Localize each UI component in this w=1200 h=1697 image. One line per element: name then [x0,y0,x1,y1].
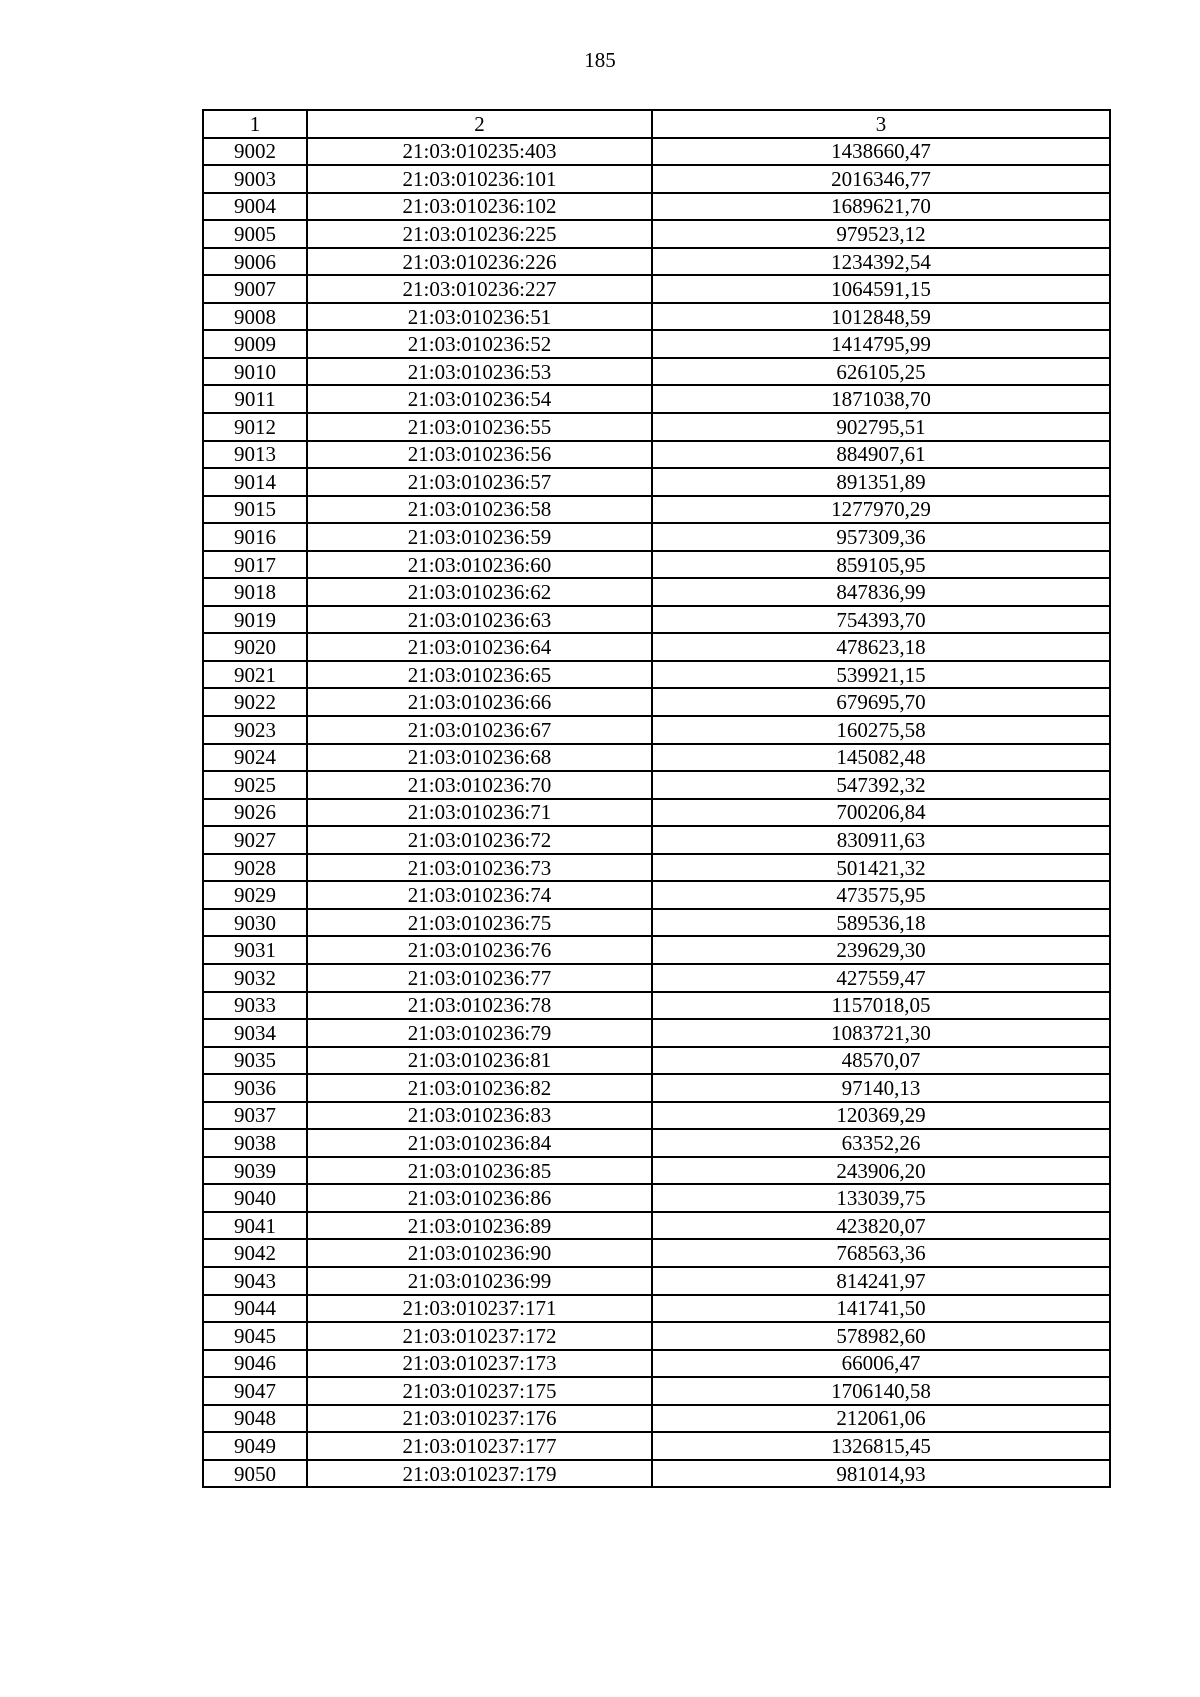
table-row [203,992,1110,1020]
value-cell: 427559,47 [652,964,1110,992]
row-number-cell: 9050 [203,1460,307,1488]
cadastral-number-cell: 21:03:010236:90 [307,1239,652,1267]
value-cell: 473575,95 [652,881,1110,909]
table-row [203,826,1110,854]
row-number-cell: 9030 [203,909,307,937]
cadastral-number-cell: 21:03:010236:82 [307,1074,652,1102]
cadastral-number-cell: 21:03:010236:86 [307,1184,652,1212]
value-cell: 141741,50 [652,1295,1110,1323]
table-row [203,138,1110,166]
row-number-cell: 9016 [203,523,307,551]
value-cell: 1083721,30 [652,1019,1110,1047]
row-number-cell: 9028 [203,854,307,882]
cadastral-number-cell: 21:03:010236:76 [307,936,652,964]
table-row [203,1239,1110,1267]
table-row [203,1184,1110,1212]
cadastral-number-cell: 21:03:010236:59 [307,523,652,551]
table-row [203,248,1110,276]
value-cell: 1326815,45 [652,1432,1110,1460]
value-cell: 239629,30 [652,936,1110,964]
value-cell: 1012848,59 [652,303,1110,331]
cadastral-number-cell: 21:03:010236:67 [307,716,652,744]
value-cell: 1157018,05 [652,992,1110,1020]
row-number-cell: 9045 [203,1322,307,1350]
cadastral-number-cell: 21:03:010236:55 [307,413,652,441]
cadastral-number-cell: 21:03:010236:57 [307,468,652,496]
cadastral-number-cell: 21:03:010236:68 [307,744,652,772]
value-cell: 1277970,29 [652,496,1110,524]
table-row [203,330,1110,358]
table-row [203,1102,1110,1130]
table-row [203,413,1110,441]
table-row [203,1432,1110,1460]
table-row [203,909,1110,937]
value-cell: 145082,48 [652,744,1110,772]
value-cell: 578982,60 [652,1322,1110,1350]
row-number-cell: 9011 [203,385,307,413]
cadastral-number-cell: 21:03:010236:58 [307,496,652,524]
row-number-cell: 9004 [203,193,307,221]
value-cell: 478623,18 [652,633,1110,661]
value-cell: 501421,32 [652,854,1110,882]
value-cell: 547392,32 [652,771,1110,799]
cadastral-number-cell: 21:03:010236:227 [307,275,652,303]
cadastral-number-cell: 21:03:010236:81 [307,1047,652,1075]
row-number-cell: 9029 [203,881,307,909]
cadastral-number-cell: 21:03:010236:75 [307,909,652,937]
cadastral-number-cell: 21:03:010236:84 [307,1129,652,1157]
value-cell: 1706140,58 [652,1377,1110,1405]
table-row [203,881,1110,909]
table-row [203,799,1110,827]
cadastral-number-cell: 21:03:010236:85 [307,1157,652,1185]
cadastral-number-cell: 21:03:010236:77 [307,964,652,992]
value-cell: 63352,26 [652,1129,1110,1157]
value-cell: 981014,93 [652,1460,1110,1488]
value-cell: 539921,15 [652,661,1110,689]
cadastral-number-cell: 21:03:010235:403 [307,138,652,166]
cadastral-number-cell: 21:03:010236:60 [307,551,652,579]
cadastral-number-cell: 21:03:010236:79 [307,1019,652,1047]
table-row [203,220,1110,248]
value-cell: 979523,12 [652,220,1110,248]
value-cell: 66006,47 [652,1350,1110,1378]
table-row [203,385,1110,413]
row-number-cell: 9007 [203,275,307,303]
row-number-cell: 9023 [203,716,307,744]
cadastral-number-cell: 21:03:010236:226 [307,248,652,276]
table-row [203,661,1110,689]
table-row [203,964,1110,992]
table-row [203,1129,1110,1157]
cadastral-number-cell: 21:03:010236:53 [307,358,652,386]
value-cell: 1064591,15 [652,275,1110,303]
row-number-cell: 9020 [203,633,307,661]
row-number-cell: 9047 [203,1377,307,1405]
value-cell: 902795,51 [652,413,1110,441]
column-header-1: 1 [203,110,307,138]
table-row [203,1019,1110,1047]
value-cell: 814241,97 [652,1267,1110,1295]
cadastral-number-cell: 21:03:010236:65 [307,661,652,689]
table-row [203,1350,1110,1378]
cadastral-number-cell: 21:03:010237:175 [307,1377,652,1405]
row-number-cell: 9015 [203,496,307,524]
table-row [203,193,1110,221]
row-number-cell: 9006 [203,248,307,276]
page-number: 185 [584,48,616,72]
value-cell: 957309,36 [652,523,1110,551]
row-number-cell: 9033 [203,992,307,1020]
value-cell: 626105,25 [652,358,1110,386]
value-cell: 1234392,54 [652,248,1110,276]
row-number-cell: 9042 [203,1239,307,1267]
cadastral-number-cell: 21:03:010237:176 [307,1405,652,1433]
cadastral-number-cell: 21:03:010236:51 [307,303,652,331]
table-row [203,165,1110,193]
row-number-cell: 9037 [203,1102,307,1130]
table-row [203,1322,1110,1350]
cadastral-number-cell: 21:03:010237:172 [307,1322,652,1350]
value-cell: 830911,63 [652,826,1110,854]
table-row [203,1295,1110,1323]
cadastral-number-cell: 21:03:010236:73 [307,854,652,882]
row-number-cell: 9010 [203,358,307,386]
column-header-3: 3 [652,110,1110,138]
table-row [203,441,1110,469]
row-number-cell: 9041 [203,1212,307,1240]
value-cell: 2016346,77 [652,165,1110,193]
table-row [203,1047,1110,1075]
row-number-cell: 9009 [203,330,307,358]
row-number-cell: 9038 [203,1129,307,1157]
table-row [203,358,1110,386]
table-row [203,1405,1110,1433]
cadastral-number-cell: 21:03:010236:64 [307,633,652,661]
row-number-cell: 9022 [203,688,307,716]
value-cell: 754393,70 [652,606,1110,634]
row-number-cell: 9031 [203,936,307,964]
value-cell: 120369,29 [652,1102,1110,1130]
value-cell: 133039,75 [652,1184,1110,1212]
value-cell: 1689621,70 [652,193,1110,221]
cadastral-number-cell: 21:03:010236:101 [307,165,652,193]
table-row [203,523,1110,551]
value-cell: 243906,20 [652,1157,1110,1185]
cadastral-number-cell: 21:03:010236:89 [307,1212,652,1240]
row-number-cell: 9044 [203,1295,307,1323]
table-row [203,496,1110,524]
row-number-cell: 9005 [203,220,307,248]
value-cell: 48570,07 [652,1047,1110,1075]
table-row [203,1377,1110,1405]
cadastral-number-cell: 21:03:010237:179 [307,1460,652,1488]
table-row [203,744,1110,772]
value-cell: 859105,95 [652,551,1110,579]
table-header [203,110,1110,138]
cadastral-number-cell: 21:03:010236:99 [307,1267,652,1295]
table-row [203,1157,1110,1185]
row-number-cell: 9027 [203,826,307,854]
row-number-cell: 9008 [203,303,307,331]
cadastral-number-cell: 21:03:010236:52 [307,330,652,358]
row-number-cell: 9003 [203,165,307,193]
table-row [203,578,1110,606]
row-number-cell: 9034 [203,1019,307,1047]
value-cell: 160275,58 [652,716,1110,744]
row-number-cell: 9046 [203,1350,307,1378]
table-row [203,771,1110,799]
cadastral-number-cell: 21:03:010236:78 [307,992,652,1020]
value-cell: 423820,07 [652,1212,1110,1240]
value-cell: 847836,99 [652,578,1110,606]
row-number-cell: 9025 [203,771,307,799]
row-number-cell: 9002 [203,138,307,166]
row-number-cell: 9049 [203,1432,307,1460]
value-cell: 679695,70 [652,688,1110,716]
table-row [203,1074,1110,1102]
row-number-cell: 9048 [203,1405,307,1433]
cadastral-number-cell: 21:03:010236:225 [307,220,652,248]
row-number-cell: 9043 [203,1267,307,1295]
column-header-2: 2 [307,110,652,138]
value-cell: 891351,89 [652,468,1110,496]
row-number-cell: 9040 [203,1184,307,1212]
cadastral-number-cell: 21:03:010236:74 [307,881,652,909]
row-number-cell: 9024 [203,744,307,772]
value-cell: 1438660,47 [652,138,1110,166]
row-number-cell: 9012 [203,413,307,441]
table-row [203,854,1110,882]
cadastral-number-cell: 21:03:010236:70 [307,771,652,799]
table-row [203,688,1110,716]
table-row [203,606,1110,634]
cadastral-number-cell: 21:03:010236:83 [307,1102,652,1130]
table-row [203,1460,1110,1488]
row-number-cell: 9018 [203,578,307,606]
value-cell: 700206,84 [652,799,1110,827]
row-number-cell: 9032 [203,964,307,992]
value-cell: 1871038,70 [652,385,1110,413]
table-row [203,1267,1110,1295]
row-number-cell: 9014 [203,468,307,496]
row-number-cell: 9026 [203,799,307,827]
row-number-cell: 9017 [203,551,307,579]
data-table [202,109,1111,1488]
value-cell: 212061,06 [652,1405,1110,1433]
table-row [203,551,1110,579]
value-cell: 884907,61 [652,441,1110,469]
row-number-cell: 9036 [203,1074,307,1102]
cadastral-number-cell: 21:03:010236:54 [307,385,652,413]
value-cell: 97140,13 [652,1074,1110,1102]
value-cell: 589536,18 [652,909,1110,937]
table-row [203,716,1110,744]
cadastral-number-cell: 21:03:010237:173 [307,1350,652,1378]
cadastral-number-cell: 21:03:010236:66 [307,688,652,716]
table-row [203,468,1110,496]
table-row [203,633,1110,661]
cadastral-number-cell: 21:03:010237:177 [307,1432,652,1460]
cadastral-number-cell: 21:03:010236:72 [307,826,652,854]
value-cell: 768563,36 [652,1239,1110,1267]
cadastral-number-cell: 21:03:010236:71 [307,799,652,827]
row-number-cell: 9039 [203,1157,307,1185]
row-number-cell: 9013 [203,441,307,469]
value-cell: 1414795,99 [652,330,1110,358]
table-row [203,1212,1110,1240]
row-number-cell: 9021 [203,661,307,689]
cadastral-number-cell: 21:03:010237:171 [307,1295,652,1323]
row-number-cell: 9019 [203,606,307,634]
cadastral-number-cell: 21:03:010236:62 [307,578,652,606]
cadastral-number-cell: 21:03:010236:56 [307,441,652,469]
row-number-cell: 9035 [203,1047,307,1075]
cadastral-number-cell: 21:03:010236:63 [307,606,652,634]
table-row [203,936,1110,964]
table-row [203,303,1110,331]
table-body [203,138,1110,1488]
header-row [203,110,1110,138]
cadastral-number-cell: 21:03:010236:102 [307,193,652,221]
table-row [203,275,1110,303]
